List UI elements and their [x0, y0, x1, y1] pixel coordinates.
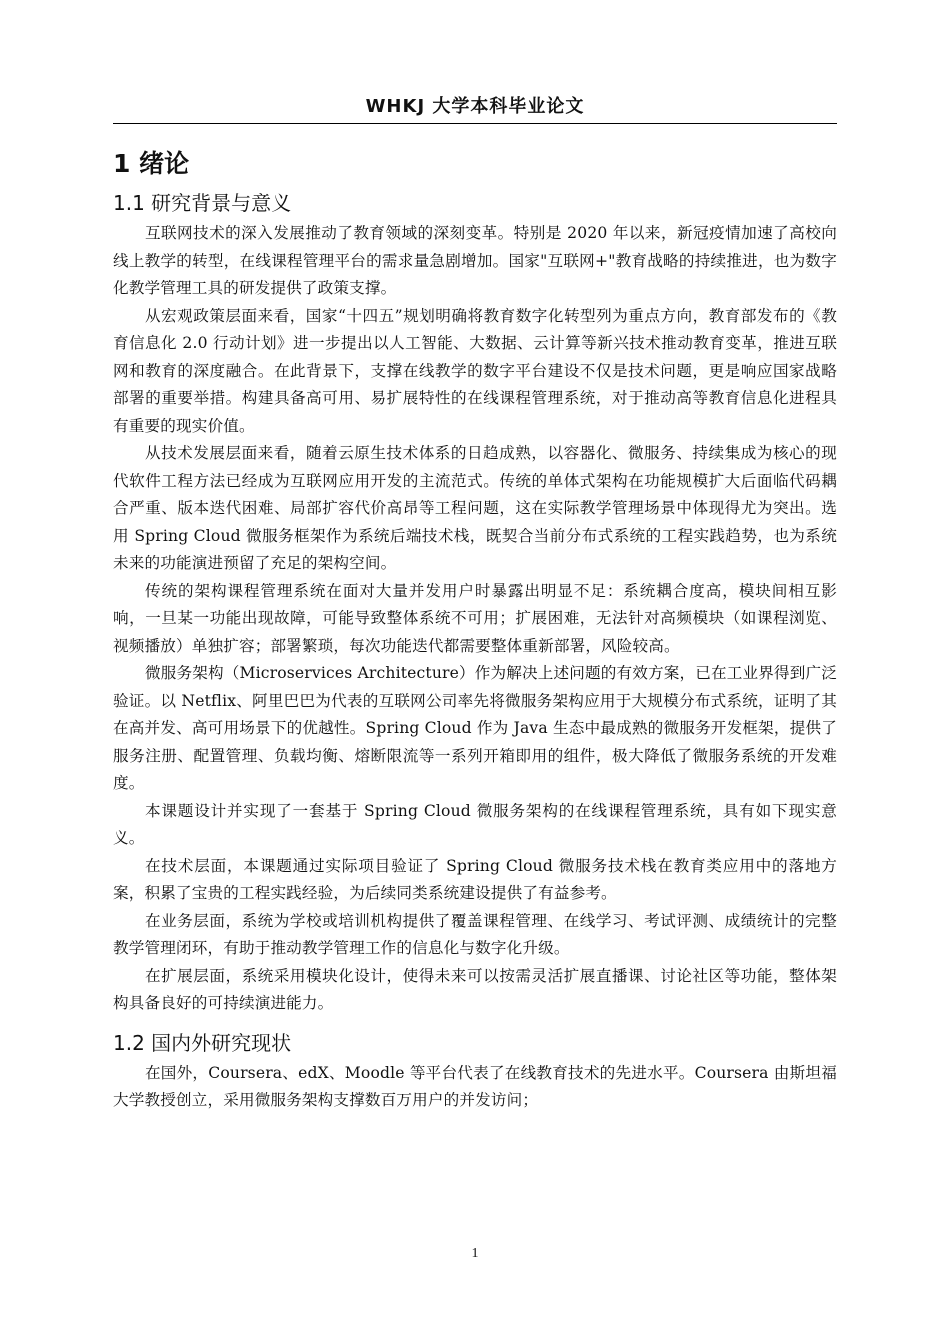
paragraph: 从技术发展层面来看，随着云原生技术体系的日趋成熟，以容器化、微服务、持续集成为核心的现代软件工程方法已经成为互联网应用开发的主流范式。传统的单体式架构在功能规模扩大后面临代码耦合严重、版本迭代困难、局部扩容代价高昂等工程问题，这在实际教学管理场景中体现得尤为突出。选用 Spring Cloud 微服务框架作为系统后端技术栈，既契合当前分布式系统的工程实践趋势，也为系统未来的功能演进预留了充足的架构空间。: [113, 444, 837, 572]
paragraph: 本课题设计并实现了一套基于 Spring Cloud 微服务架构的在线课程管理系统，具有如下现实意义。: [113, 801, 837, 847]
paragraph: 在技术层面，本课题通过实际项目验证了 Spring Cloud 微服务技术栈在教育类应用中的落地方案，积累了宝贵的工程实践经验，为后续同类系统建设提供了有益参考。: [113, 856, 837, 902]
chapter-title: 1 绪论: [113, 149, 190, 178]
paragraph: 从宏观政策层面来看，国家“十四五”规划明确将教育数字化转型列为重点方向，教育部发布的《教育信息化 2.0 行动计划》进一步提出以人工智能、大数据、云计算等新兴技术推动教育变革，推进互联网和教育的深度融合。在此背景下，支撑在线教学的数字平台建设不仅是技术问题，更是响应国家战略部署的重要举措。构建具备高可用、易扩展特性的在线课程管理系统，对于推动高等教育信息化进程具有重要的现实价值。: [113, 306, 837, 435]
section-title-1-2: 1.2 国内外研究现状: [113, 1030, 292, 1055]
paragraph: 互联网技术的深入发展推动了教育领域的深刻变革。特别是 2020 年以来，新冠疫情加速了高校向线上教学的转型，在线课程管理平台的需求量急剧增加。国家"互联网+"教育战略的持续推进，也为数字化教学管理工具的研发提供了政策支撑。: [113, 224, 837, 297]
paragraph: 在扩展层面，系统采用模块化设计，使得未来可以按需灵活扩展直播课、讨论社区等功能，整体架构具备良好的可持续演进能力。: [113, 966, 837, 1012]
paragraph: 传统的架构课程管理系统在面对大量并发用户时暴露出明显不足：系统耦合度高，模块间相互影响，一旦某一功能出现故障，可能导致整体系统不可用；扩展困难，无法针对高频模块（如课程浏览、视频播放）单独扩容；部署繁琐，每次功能迭代都需要整体重新部署，风险较高。: [113, 581, 837, 655]
paragraph: 在国外，Coursera、edX、Moodle 等平台代表了在线教育技术的先进水平。Coursera 由斯坦福大学教授创立，采用微服务架构支撑数百万用户的并发访问；: [113, 1063, 837, 1109]
page-number: 1: [471, 1246, 479, 1261]
section-title-1-1: 1.1 研究背景与意义: [113, 191, 292, 215]
paragraph: 在业务层面，系统为学校或培训机构提供了覆盖课程管理、在线学习、考试评测、成绩统计的完整教学管理闭环，有助于推动教学管理工作的信息化与数字化升级。: [113, 911, 837, 957]
paragraph: 微服务架构（Microservices Architecture）作为解决上述问题的有效方案，已在工业界得到广泛验证。以 Netflix、阿里巴巴为代表的互联网公司率先将微服务架构应用于大规模分布式系统，证明了其在高并发、高可用场景下的优越性。Spring Cloud 作为 Java 生态中最成熟的微服务开发框架，提供了服务注册、配置管理、负载均衡、熔断限流等一系列开箱即用的组件，极大降低了微服务系统的开发难度。: [113, 664, 837, 792]
running-header-title: WHKJ 大学本科毕业论文: [365, 96, 585, 117]
running-header: [113, 93, 837, 124]
paper-body: [113, 138, 837, 1115]
